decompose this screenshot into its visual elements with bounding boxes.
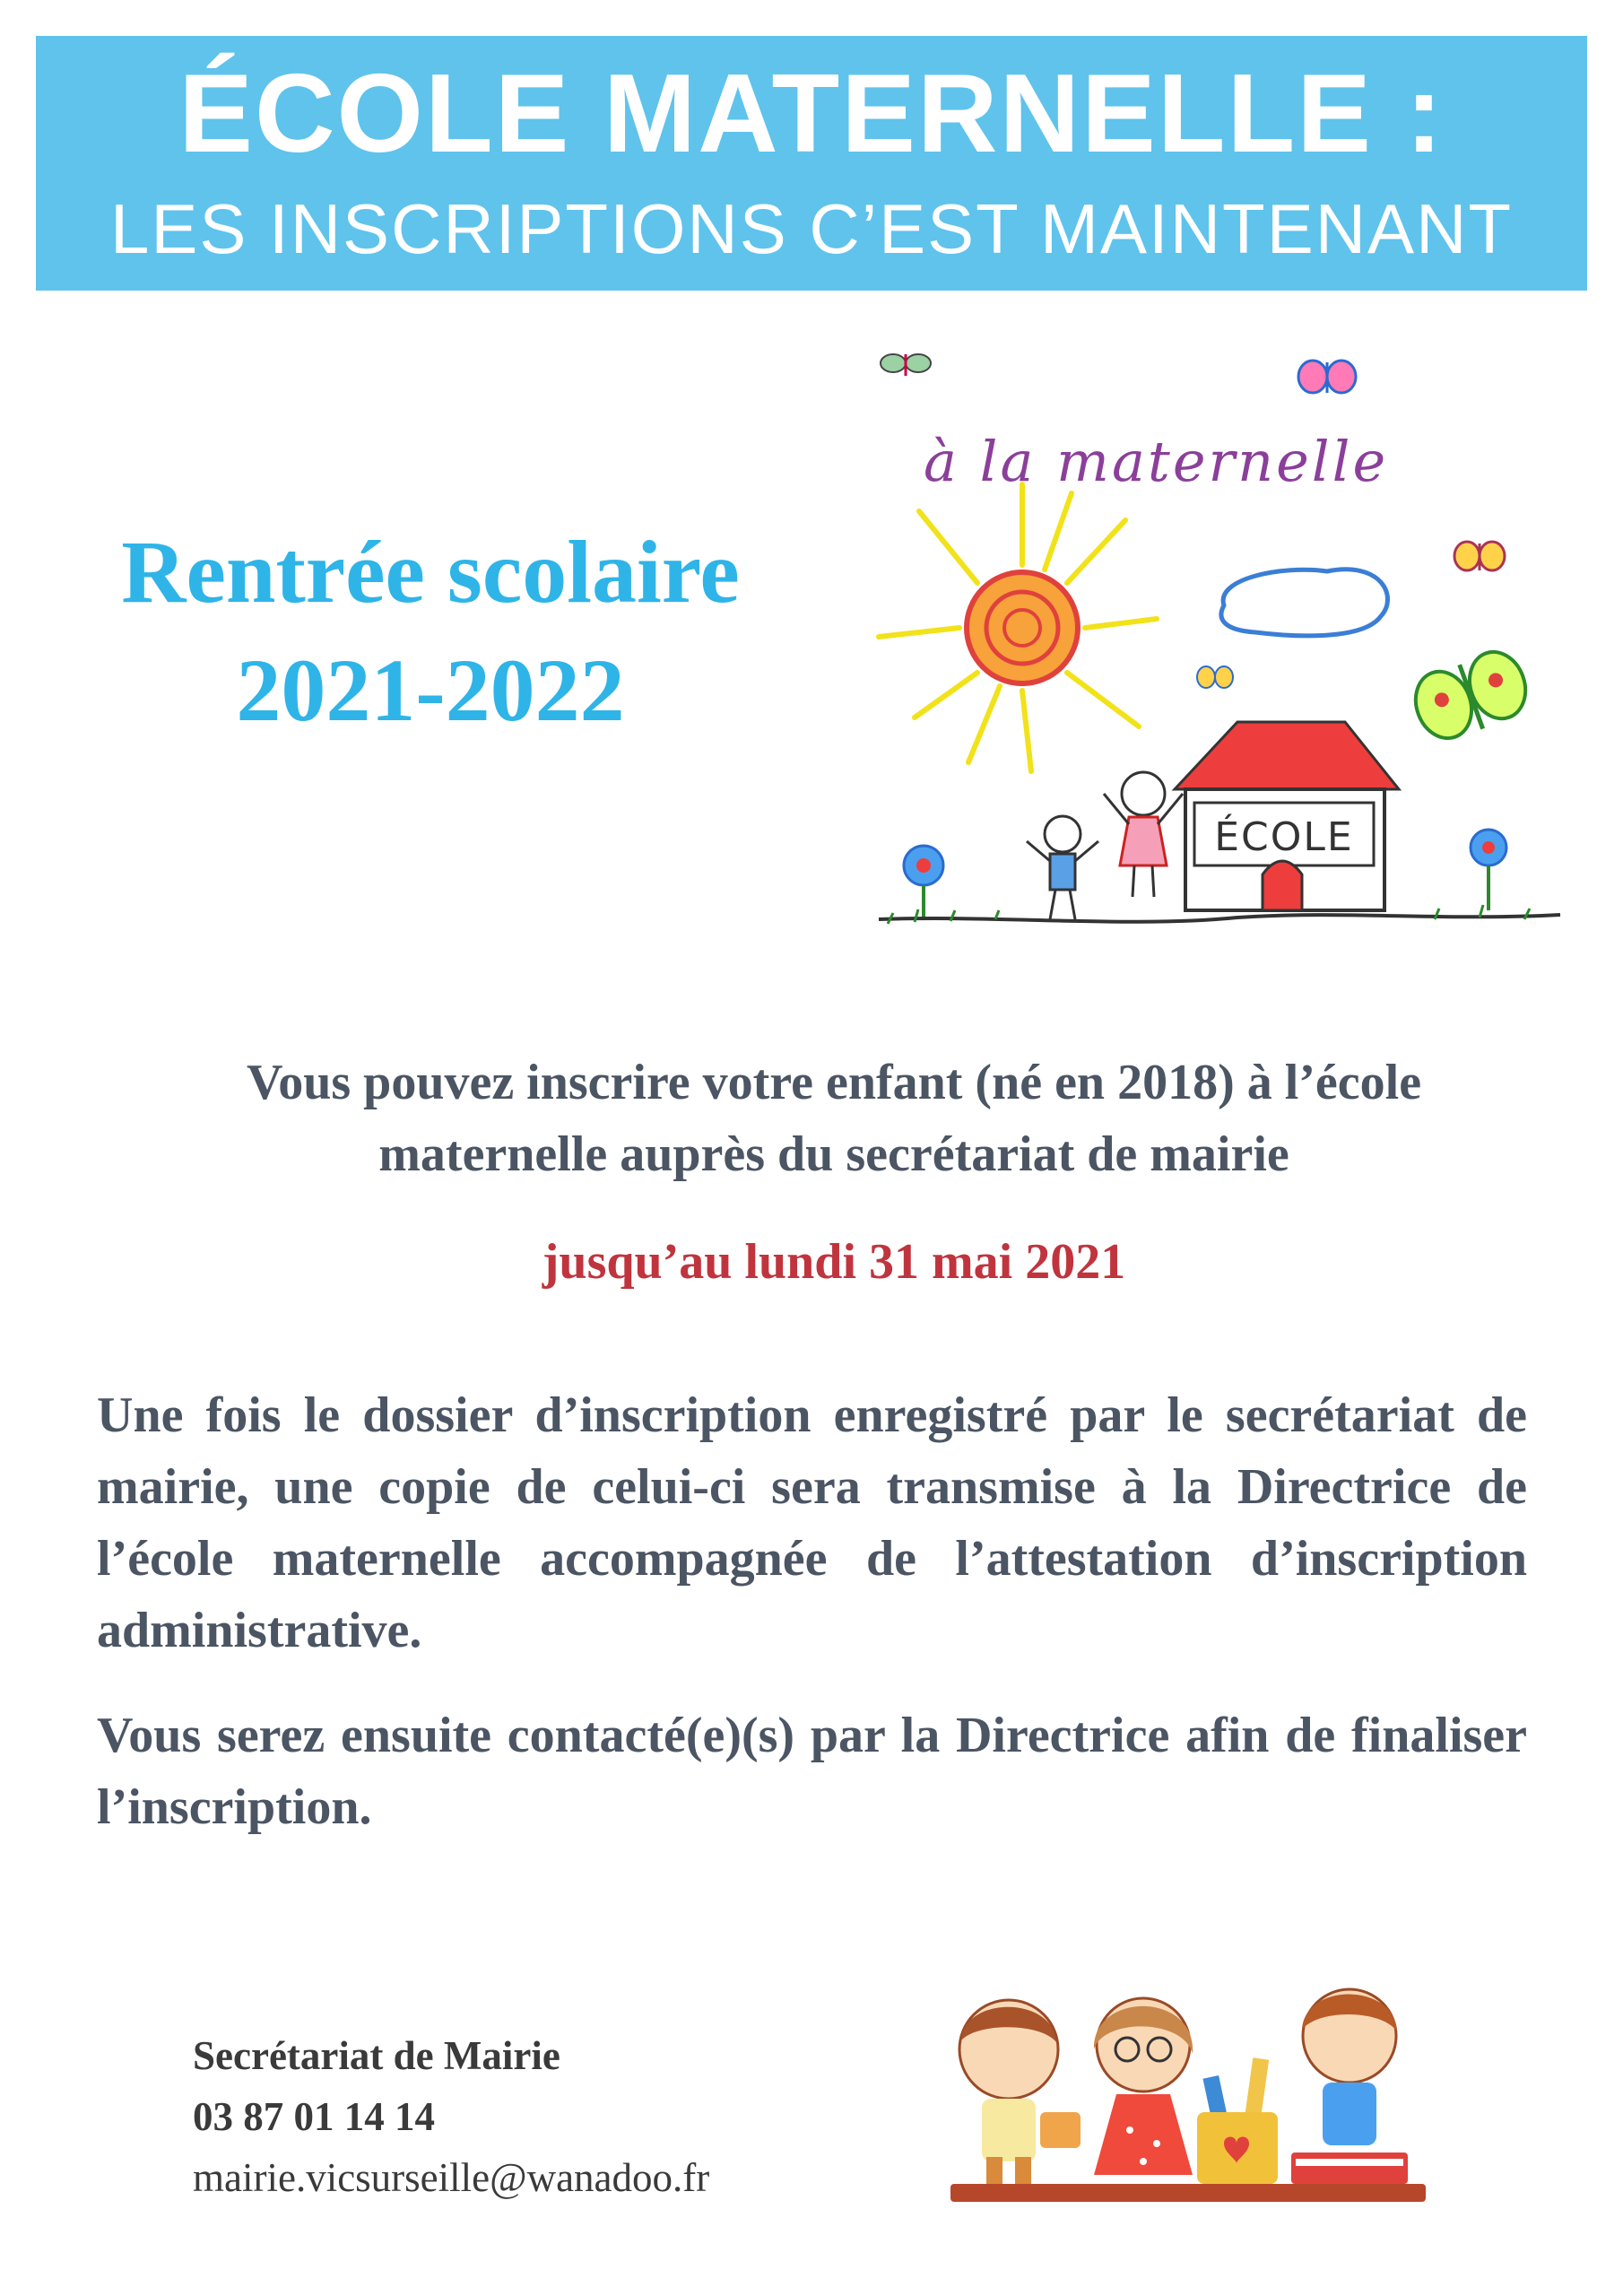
ground-line xyxy=(879,915,1560,922)
child-drawing-illustration xyxy=(861,336,1578,982)
butterfly-icon xyxy=(1454,542,1505,570)
butterfly-icon xyxy=(881,354,931,376)
contact-phone: 03 87 01 14 14 xyxy=(193,2094,435,2139)
banner-title: ÉCOLE MATERNELLE : xyxy=(178,52,1445,176)
paragraph-contact-directrice: Vous serez ensuite contacté(e)(s) par la Directrice afin de finaliser l’inscription. xyxy=(97,1708,1527,1835)
sun-icon xyxy=(879,484,1157,771)
school-sign: ÉCOLE xyxy=(1214,814,1354,860)
rentree-title: Rentrée scolaire xyxy=(121,522,740,622)
flower-icon xyxy=(1471,830,1506,910)
banner-subtitle: LES INSCRIPTIONS C’EST MAINTENANT xyxy=(109,189,1514,268)
illustration-script-text: à la maternelle xyxy=(924,429,1389,494)
boy-icon xyxy=(1291,1989,1408,2184)
butterfly-icon xyxy=(1407,644,1535,748)
cloud-icon xyxy=(1221,570,1388,636)
deadline-text: jusqu’au lundi 31 mai 2021 xyxy=(542,1234,1126,1290)
butterfly-icon xyxy=(1298,361,1356,393)
butterfly-icon xyxy=(1197,666,1233,688)
children-illustration xyxy=(942,1969,1435,2211)
child-figure-icon xyxy=(1027,816,1098,919)
rentree-years: 2021-2022 xyxy=(236,640,625,740)
girl-icon xyxy=(1094,1998,1193,2175)
pencil-cup-icon xyxy=(1197,2057,1278,2184)
flower-icon xyxy=(904,846,943,919)
contact-name: Secrétariat de Mairie xyxy=(193,2033,560,2078)
intro-line-2: maternelle auprès du secrétariat de mairie xyxy=(378,1126,1289,1182)
shelf xyxy=(950,2184,1426,2202)
paragraph-dossier: Une fois le dossier d’inscription enregistré par le secrétariat de mairie, une copie de celui-ci sera transmise à la Directrice de l’école maternelle accompagnée de l’attestation d’inscription administrative. xyxy=(97,1387,1527,1658)
boy-icon xyxy=(959,2000,1081,2184)
contact-email[interactable]: mairie.vicsurseille@wanadoo.fr xyxy=(193,2155,710,2200)
header-banner xyxy=(36,36,1587,291)
child-figure-icon xyxy=(1104,772,1183,897)
intro-line-1: Vous pouvez inscrire votre enfant (né en 2018) à l’école xyxy=(246,1055,1422,1110)
